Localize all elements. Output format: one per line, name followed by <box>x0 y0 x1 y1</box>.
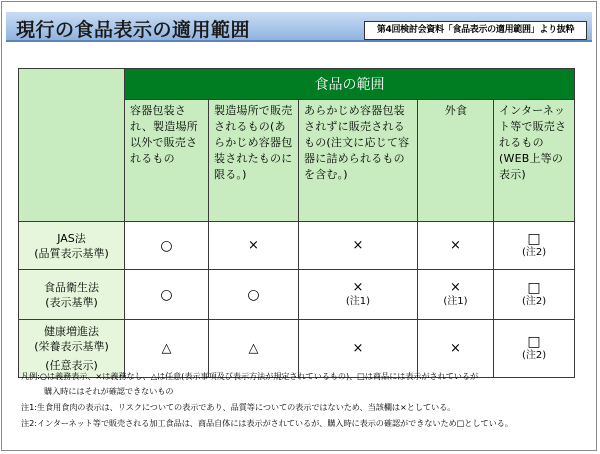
triangle-mark: △ <box>248 340 259 356</box>
table-cell <box>125 222 209 270</box>
circle-mark: ○ <box>160 286 173 303</box>
cross-mark: × <box>248 237 259 253</box>
table-cell <box>299 320 418 378</box>
triangle-mark: △ <box>161 340 172 356</box>
row-sublabel: (表示基準) <box>45 295 98 309</box>
cell-note: (注1) <box>345 296 371 307</box>
row-label: 健康増進法 <box>44 325 99 338</box>
row-sublabel: (品質表示基準) <box>34 246 109 260</box>
table-cell <box>418 222 494 270</box>
table-cell <box>418 320 494 378</box>
cell-note: (注1) <box>443 296 468 307</box>
circle-mark: ○ <box>160 237 173 254</box>
legend-text: 凡例:○は義務表示、×は義務なし、△は任意(表示事項及び表示方法が規定されているもの)、□は商品には表示がされているが <box>21 371 479 381</box>
table-row <box>19 320 575 378</box>
table-cell <box>299 222 418 270</box>
table-cell <box>125 320 209 378</box>
cell-note: (注2) <box>521 247 547 258</box>
table-cell <box>209 270 299 320</box>
cross-mark: × <box>352 237 364 253</box>
cell-note: (注2) <box>521 296 547 307</box>
column-header: 外食 <box>418 100 494 222</box>
cross-mark: × <box>450 280 461 295</box>
page-title: 現行の食品表示の適用範囲 <box>16 19 251 41</box>
cell-note: (注2) <box>521 350 547 361</box>
table-cell <box>494 270 575 320</box>
table-cell <box>494 222 575 270</box>
footnote: 注1:生食用食肉の表示は、リスクについての表示であり、品質等についての表示ではないため、当該欄は×としている。 <box>21 402 456 412</box>
column-header: あらかじめ容器包装されずに販売されるもの(注文に応じて容器に詰められるものを含む。) <box>299 100 418 222</box>
row-sublabel: (任意表示) <box>45 359 98 372</box>
table-row <box>19 222 575 270</box>
table-cell <box>418 270 494 320</box>
cross-mark: × <box>450 340 461 356</box>
row-header <box>19 320 125 378</box>
group-header: 食品の範囲 <box>125 69 575 100</box>
cross-mark: × <box>352 340 364 356</box>
footnote: 注2:インターネット等で販売される加工食品は、商品自体には表示がされているが、購入時に表示の確認ができないため□としている。 <box>21 418 513 428</box>
table-corner <box>19 69 125 222</box>
table-cell <box>125 270 209 320</box>
row-sublabel: (栄養表示基準) <box>34 340 109 353</box>
table-cell <box>494 320 575 378</box>
column-header: インターネット等で販売されるもの(WEB上等の表示) <box>494 100 575 222</box>
scope-table <box>18 68 575 378</box>
row-label: 食品衛生法 <box>44 280 99 294</box>
legend-text: 購入時にはそれが確認できないもの <box>44 386 174 396</box>
table-cell <box>299 270 418 320</box>
row-header <box>19 270 125 320</box>
source-label: 第4回検討会資料「食品表示の適用範囲」より抜粋 <box>364 21 587 40</box>
circle-mark: ○ <box>247 286 260 303</box>
cross-mark: × <box>352 280 364 295</box>
table-row <box>19 270 575 320</box>
column-header: 製造場所で販売されるもの(あらかじめ容器包装されたものに限る。) <box>209 100 299 222</box>
cross-mark: × <box>450 237 461 253</box>
square-mark: □ <box>527 231 541 247</box>
table-cell <box>209 320 299 378</box>
table-cell <box>209 222 299 270</box>
row-label: JAS法 <box>57 231 86 245</box>
row-header <box>19 222 125 270</box>
square-mark: □ <box>527 334 541 350</box>
column-header: 容器包装され、製造場所以外で販売されるもの <box>125 100 209 222</box>
square-mark: □ <box>527 280 541 296</box>
